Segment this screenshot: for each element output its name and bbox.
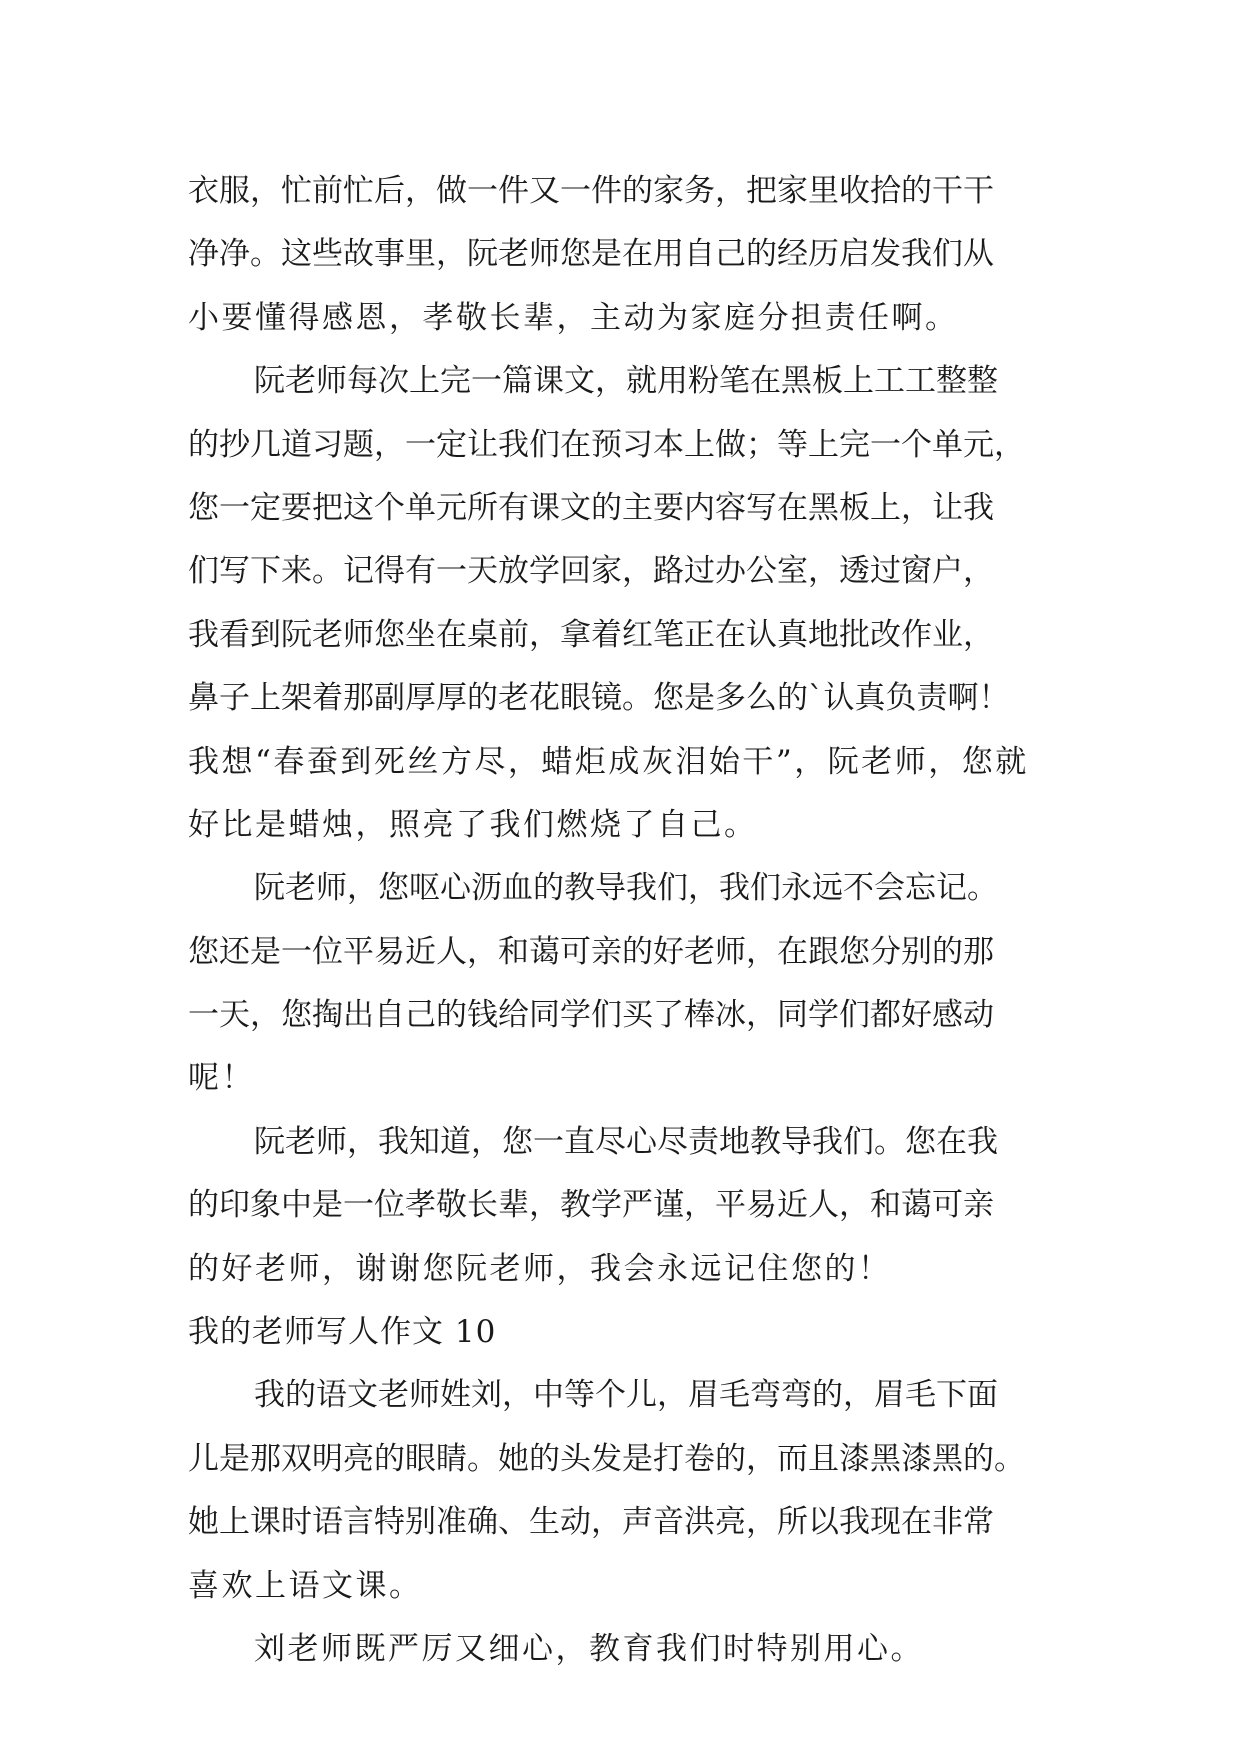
text-line: 呢！ — [188, 1060, 255, 1097]
text-line: 的好老师，谢谢您阮老师，我会永远记住您的！ — [188, 1250, 892, 1287]
text-line: 一天，您掏出自己的钱给同学们买了棒冰，同学们都好感动 — [188, 997, 994, 1034]
paragraph-first-line: 阮老师，我知道，您一直尽心尽责地教导我们。您在我 — [254, 1123, 998, 1160]
text-line: 喜欢上语文课。 — [188, 1567, 423, 1604]
text-line: 们写下来。记得有一天放学回家，路过办公室，透过窗户， — [188, 553, 994, 590]
document-body — [188, 160, 1054, 1681]
text-line: 的印象中是一位孝敬长辈，教学严谨，平易近人，和蔼可亲 — [188, 1187, 994, 1224]
paragraph-first-line: 刘老师既严厉又细心，教育我们时特别用心。 — [254, 1630, 924, 1667]
paragraph-first-line: 阮老师每次上完一篇课文，就用粉笔在黑板上工工整整 — [254, 363, 998, 400]
text-line: 我想“春蚕到死丝方尽，蜡炬成灰泪始干”，阮老师，您就 — [188, 743, 1029, 780]
text-line: 儿是那双明亮的眼睛。她的头发是打卷的，而且漆黑漆黑的。 — [188, 1440, 1025, 1477]
text-line: 她上课时语言特别准确、生动，声音洪亮，所以我现在非常 — [188, 1504, 994, 1541]
text-line: 您一定要把这个单元所有课文的主要内容写在黑板上，让我 — [188, 489, 994, 526]
paragraph-first-line: 我的语文老师姓刘，中等个儿，眉毛弯弯的，眉毛下面 — [254, 1377, 998, 1414]
text-line: 小要懂得感恩，孝敬长辈，主动为家庭分担责任啊。 — [188, 299, 959, 336]
text-line: 鼻子上架着那副厚厚的老花眼镜。您是多么的`认真负责啊！ — [188, 680, 1010, 717]
text-line: 净净。这些故事里，阮老师您是在用自己的经历启发我们从 — [188, 236, 994, 273]
text-line: 我看到阮老师您坐在桌前，拿着红笔正在认真地批改作业， — [188, 616, 994, 653]
text-line: 好比是蜡烛，照亮了我们燃烧了自己。 — [188, 806, 758, 843]
section-heading: 我的老师写人作文 10 — [188, 1314, 497, 1351]
paragraph-first-line: 阮老师，您呕心沥血的教导我们，我们永远不会忘记。 — [254, 870, 998, 907]
text-line: 衣服，忙前忙后，做一件又一件的家务，把家里收拾的干干 — [188, 173, 994, 209]
text-line: 的抄几道习题，一定让我们在预习本上做；等上完一个单元， — [188, 426, 1025, 463]
text-line: 您还是一位平易近人，和蔼可亲的好老师，在跟您分别的那 — [188, 933, 994, 970]
